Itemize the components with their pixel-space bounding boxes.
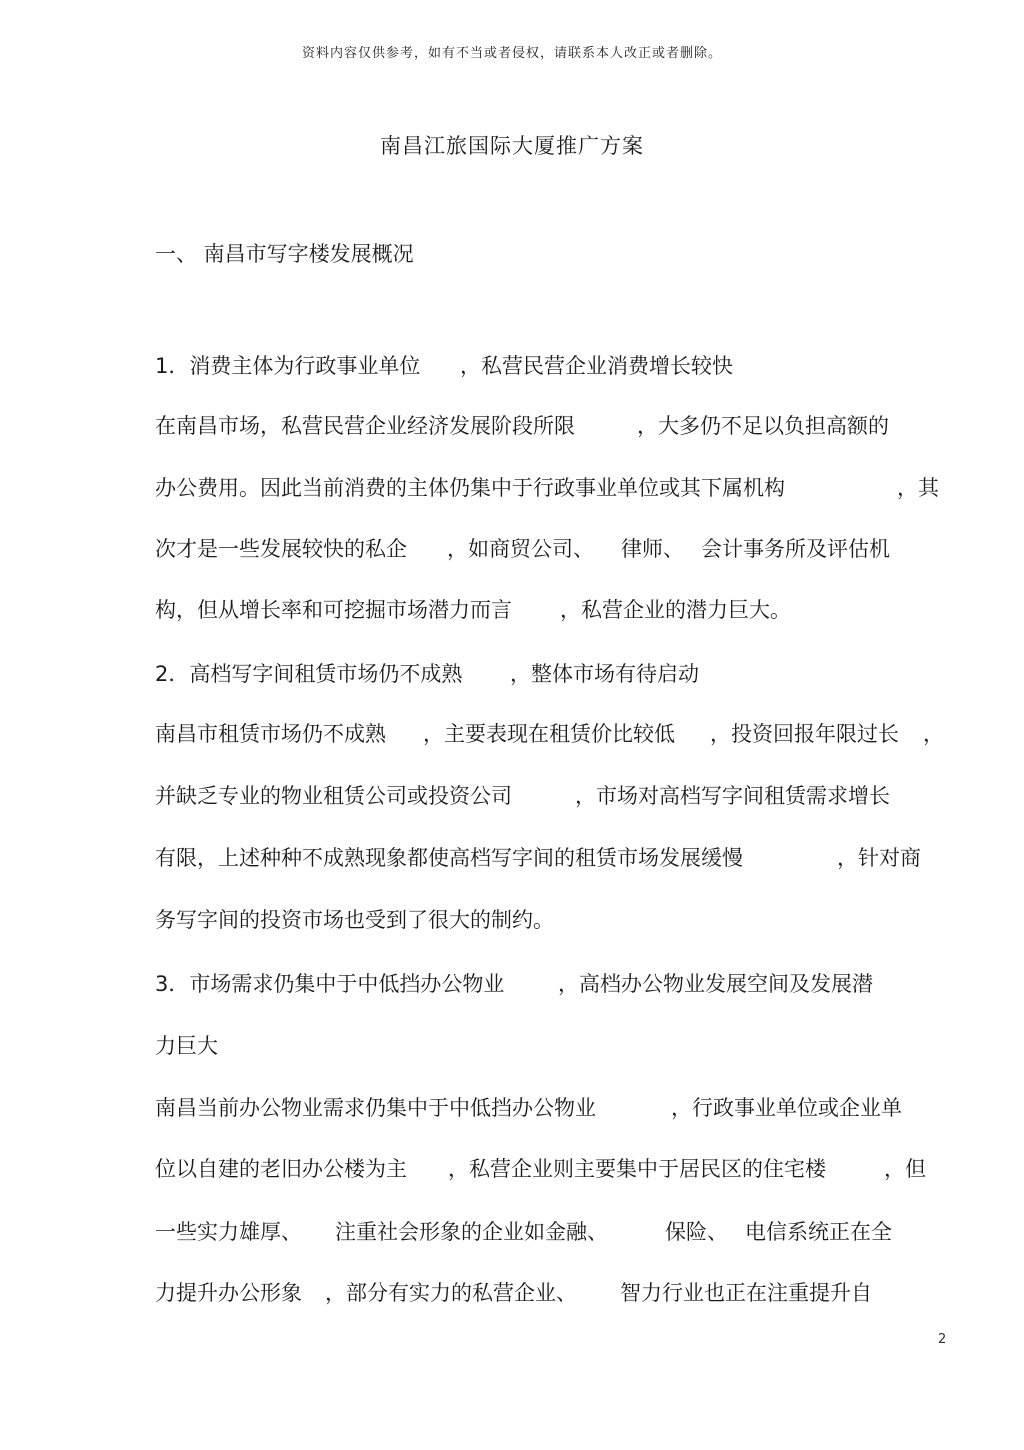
text-segment: 注重社会形象的企业如金融、 xyxy=(335,1220,608,1244)
text-segment: 有限，上述种种不成熟现象都使高档写字间的租赁市场发展缓慢 xyxy=(155,846,743,870)
text-segment: 会计事务所及评估机 xyxy=(701,537,890,561)
text-segment: 在南昌市场，私营民营企业经济发展阶段所限 xyxy=(155,414,575,438)
text-segment: 构，但从增长率和可挖掘市场潜力而言 xyxy=(155,598,512,622)
text-segment: 保险、 xyxy=(665,1220,728,1244)
text-segment: ，大多仍不足以负担高额的 xyxy=(637,414,889,438)
text-segment: 位以自建的老旧办公楼为主 xyxy=(155,1157,407,1181)
text-segment: 电信系统正在全 xyxy=(745,1220,892,1244)
text-segment: 一些实力雄厚、 xyxy=(155,1220,302,1244)
document-title: 南昌江旅国际大厦推广方案 xyxy=(380,134,644,158)
text-segment: ，私营民营企业消费增长较快 xyxy=(460,354,733,378)
text-segment: ，如商贸公司、 xyxy=(447,537,594,561)
text-segment: 南昌当前办公物业需求仍集中于中低挡办公物业 xyxy=(155,1096,596,1120)
text-segment: ，市场对高档写字间租赁需求增长 xyxy=(575,784,890,808)
text-segment: ，高档办公物业发展空间及发展潜 xyxy=(558,972,873,996)
text-segment: 智力行业也正在注重提升自 xyxy=(620,1281,872,1305)
section-heading: 一、 南昌市写字楼发展概况 xyxy=(155,242,414,266)
text-segment: ，部分有实力的私营企业、 xyxy=(325,1281,577,1305)
text-segment: ，针对商 xyxy=(837,846,921,870)
header-notice: 资料内容仅供参考，如有不当或者侵权，请联系本人改正或者删除。 xyxy=(301,46,722,61)
text-segment: ，整体市场有待启动 xyxy=(510,662,699,686)
text-segment: 次才是一些发展较快的私企 xyxy=(155,537,407,561)
text-segment: ，私营企业则主要集中于居民区的住宅楼 xyxy=(448,1157,826,1181)
text-segment: 务写字间的投资市场也受到了很大的制约。 xyxy=(155,908,554,932)
text-segment: ，其 xyxy=(897,476,939,500)
text-segment: 南昌市租赁市场仍不成熟 xyxy=(155,722,386,746)
text-segment: ，但 xyxy=(884,1157,926,1181)
text-segment: 力提升办公形象 xyxy=(155,1281,302,1305)
text-segment: 力巨大 xyxy=(155,1034,218,1058)
text-segment: ，投资回报年限过长 xyxy=(710,722,899,746)
text-segment: ，主要表现在租赁价比较低 xyxy=(423,722,675,746)
text-segment: 办公费用。因此当前消费的主体仍集中于行政事业单位或其下属机构 xyxy=(155,476,785,500)
text-segment: 1．消费主体为行政事业单位 xyxy=(155,354,421,378)
text-segment: ，行政事业单位或企业单 xyxy=(671,1096,902,1120)
text-segment: ，私营企业的潜力巨大。 xyxy=(560,598,791,622)
text-segment: 律师、 xyxy=(621,537,684,561)
page-number: 2 xyxy=(938,1332,947,1347)
text-segment: 2．高档写字间租赁市场仍不成熟 xyxy=(155,662,463,686)
text-segment: 3．市场需求仍集中于中低挡办公物业 xyxy=(155,972,505,996)
text-segment: 并缺乏专业的物业租赁公司或投资公司 xyxy=(155,784,512,808)
text-segment: ， xyxy=(923,722,944,746)
